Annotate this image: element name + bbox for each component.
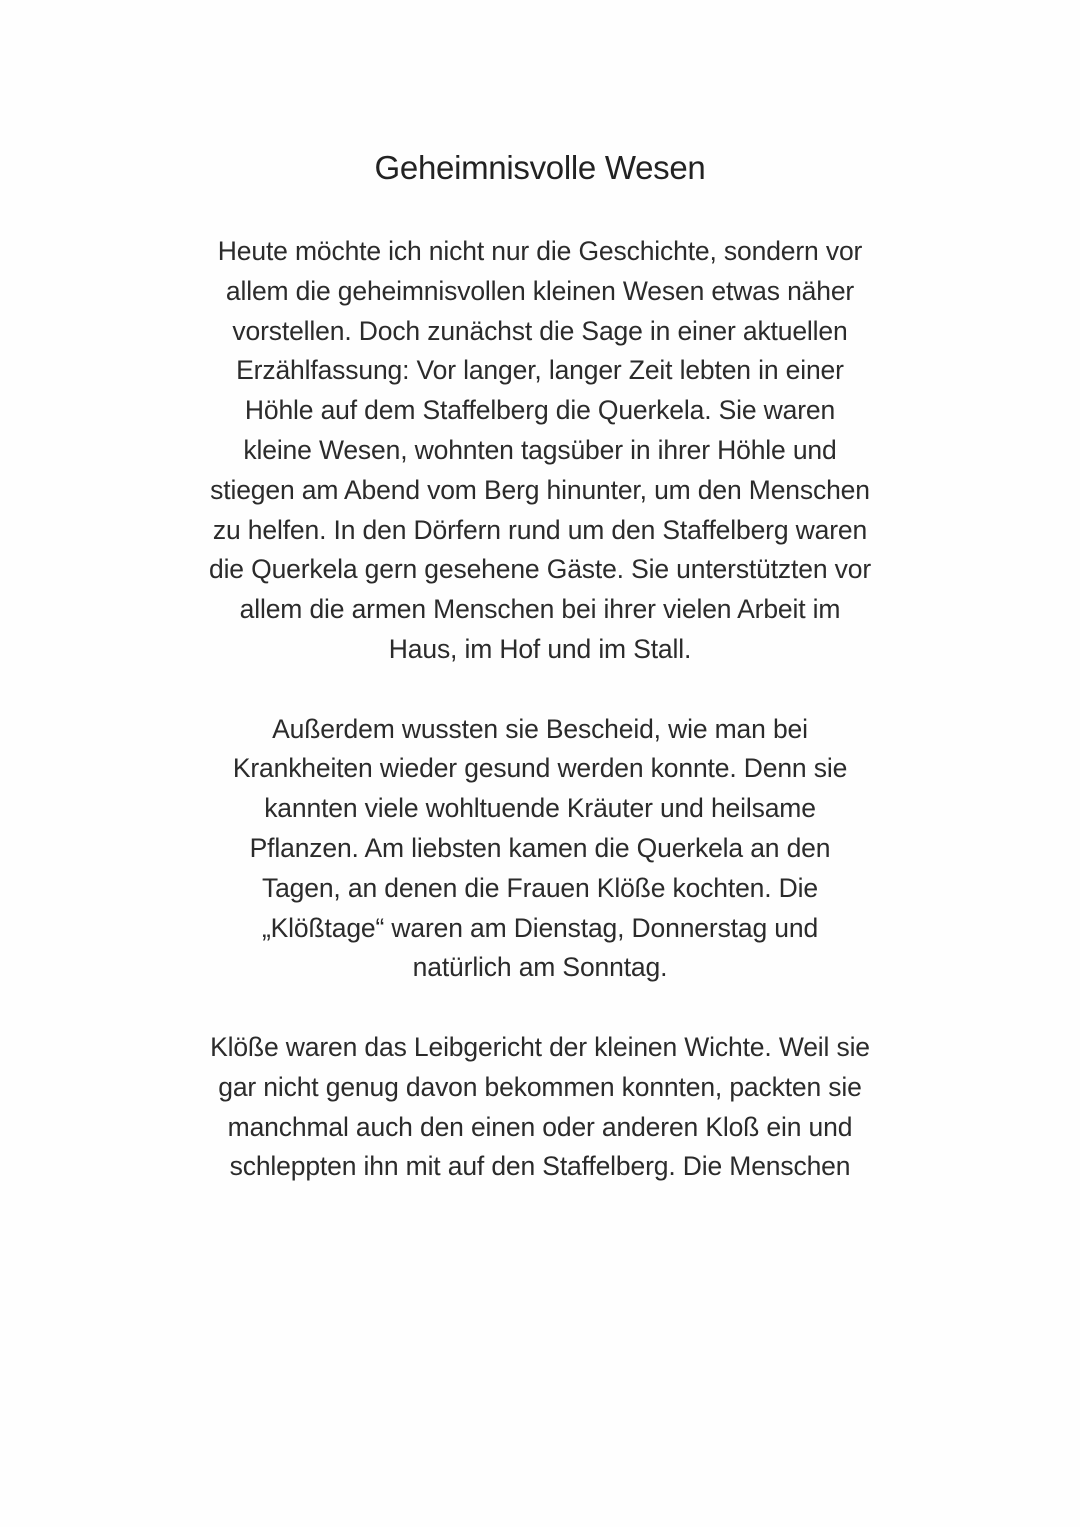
- text-line: Haus, im Hof und im Stall.: [388, 633, 692, 664]
- text-line: allem die geheimnisvollen kleinen Wesen etwas näher: [225, 275, 855, 306]
- text-line: Tagen, an denen die Frauen Klöße kochten. Die: [261, 872, 818, 903]
- text-line: schleppten ihn mit auf den Staffelberg. Die Menschen: [229, 1151, 851, 1182]
- text-line: vorstellen. Doch zunächst die Sage in einer aktuellen: [232, 315, 848, 346]
- text-line: kleine Wesen, wohnten tagsüber in ihrer Höhle und: [243, 434, 837, 465]
- text-line: Heute möchte ich nicht nur die Geschichte, sondern vor: [217, 236, 863, 266]
- paragraph-2: [160, 710, 920, 989]
- text-line: die Querkela gern gesehene Gäste. Sie unterstützten vor: [208, 554, 871, 585]
- text-line: Pflanzen. Am liebsten kamen die Querkela an den: [249, 832, 831, 863]
- text-line: zu helfen. In den Dörfern rund um den Staffelberg waren: [212, 514, 868, 545]
- text-line: stiegen am Abend vom Berg hinunter, um den Menschen: [210, 474, 870, 505]
- paragraph-3: [160, 1028, 920, 1187]
- text-line: Klöße waren das Leibgericht der kleinen Wichte. Weil sie: [210, 1031, 870, 1062]
- paragraph-spacer: [160, 670, 920, 710]
- text-line: Krankheiten wieder gesund werden konnte. Denn sie: [232, 753, 848, 784]
- page-title: Geheimnisvolle Wesen: [374, 149, 706, 186]
- paragraph-1: [160, 232, 920, 670]
- text-line: Höhle auf dem Staffelberg die Querkela. Sie waren: [244, 395, 836, 426]
- text-line: natürlich am Sonntag.: [412, 952, 668, 983]
- article-body: [160, 232, 920, 1187]
- text-line: „Klößtage“ waren am Dienstag, Donnerstag und: [261, 912, 819, 943]
- text-line: kannten viele wohltuende Kräuter und heilsame: [264, 793, 816, 824]
- text-line: gar nicht genug davon bekommen konnten, packten sie: [218, 1071, 862, 1102]
- text-line: Außerdem wussten sie Bescheid, wie man bei: [272, 713, 808, 744]
- paragraph-spacer: [160, 988, 920, 1028]
- text-line: manchmal auch den einen oder anderen Kloß ein und: [227, 1111, 853, 1142]
- text-line: Erzählfassung: Vor langer, langer Zeit lebten in einer: [236, 355, 844, 386]
- text-line: allem die armen Menschen bei ihrer vielen Arbeit im: [239, 594, 841, 625]
